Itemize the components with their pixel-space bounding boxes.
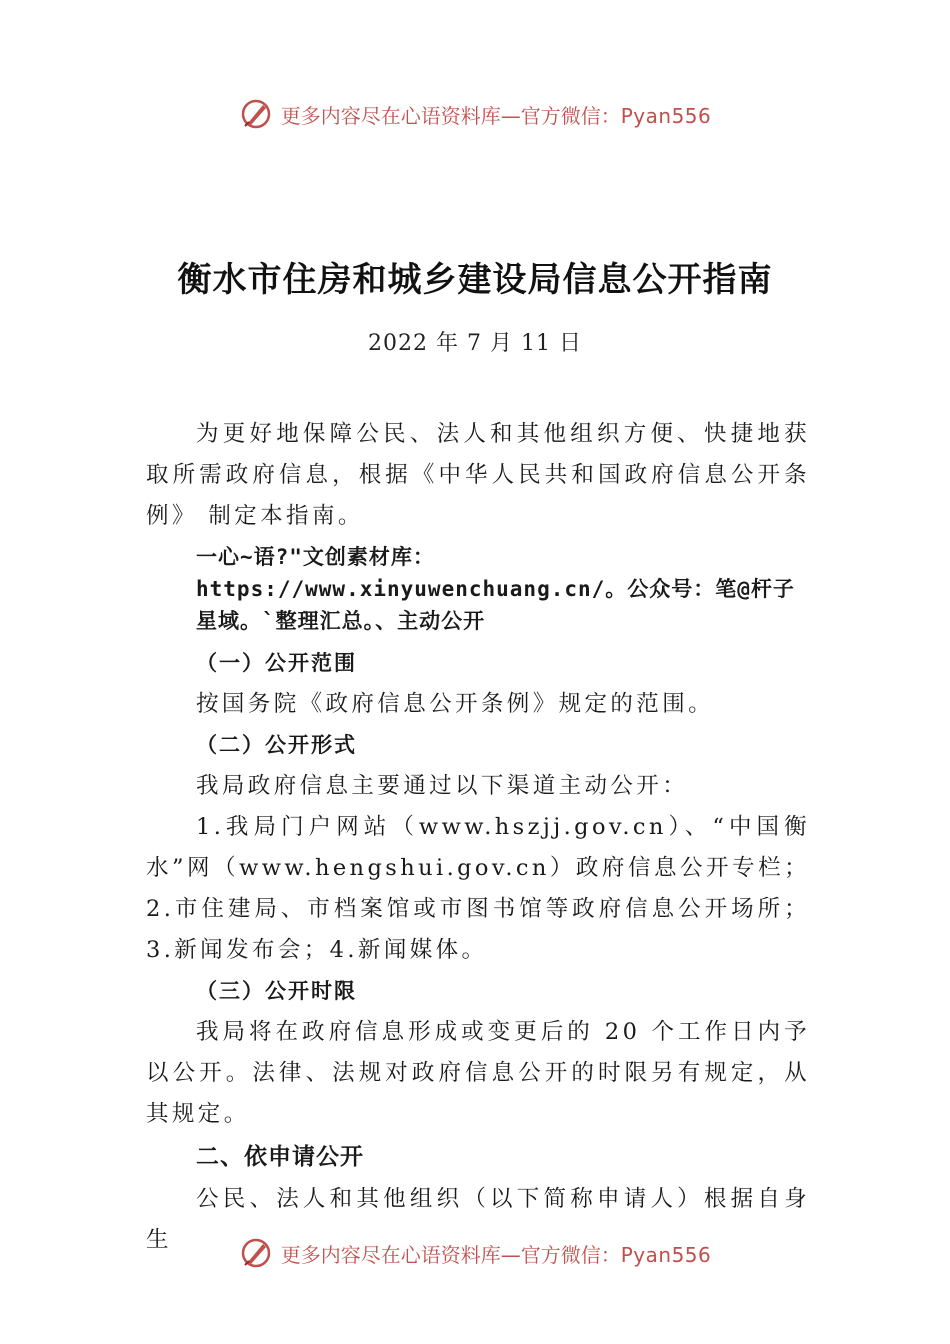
watermark-label: 更多内容尽在心语资料库—官方微信： <box>280 1242 621 1267</box>
intro-paragraph: 为更好地保障公民、法人和其他组织方便、快捷地获取所需政府信息，根据《中华人民共和国政府信息公开条例》 制定本指南。 <box>146 421 810 529</box>
scope-paragraph: 按国务院《政府信息公开条例》规定的范围。 <box>196 691 715 717</box>
subsection-heading-form: （二）公开形式 <box>196 733 357 757</box>
form-paragraph: 我局政府信息主要通过以下渠道主动公开： <box>196 773 689 799</box>
document-date: 2022 年 7 月 11 日 <box>368 331 582 356</box>
document-title: 衡水市住房和城乡建设局信息公开指南 <box>177 260 773 300</box>
quill-logo-icon <box>239 97 273 131</box>
application-paragraph: 公民、法人和其他组织（以下简称申请人）根据自身生 <box>146 1186 810 1253</box>
timeline-paragraph: 我局将在政府信息形成或变更后的 20 个工作日内予以公开。法律、法规对政府信息公开的时限另有规定，从其规定。 <box>146 1019 810 1127</box>
document-body <box>146 414 810 1261</box>
watermark-text <box>281 1239 712 1268</box>
subsection-heading-scope: （一）公开范围 <box>196 651 357 675</box>
watermark-header <box>0 94 950 134</box>
quill-logo-icon <box>239 1236 273 1270</box>
watermark-label: 更多内容尽在心语资料库—官方微信： <box>280 103 621 128</box>
section-heading-application: 二、依申请公开 <box>196 1144 364 1170</box>
watermark-footer <box>0 1233 950 1273</box>
inserted-note: 一心~语?"文创素材库：https://www.xinyuwenchuang.cn/。公众号：笔@杆子星域。`整理汇总。、主动公开 <box>196 545 795 633</box>
watermark-wechat-id: Pyan556 <box>620 1242 712 1267</box>
watermark-text <box>281 100 712 129</box>
channels-paragraph: 1.我局门户网站（www.hszjj.gov.cn）、“中国衡水”网（www.hengshui.gov.cn）政府信息公开专栏；2.市住建局、市档案馆或市图书馆等政府信息公开场所；3.新闻发布会；4.新闻媒体。 <box>146 814 810 963</box>
watermark-wechat-id: Pyan556 <box>620 103 712 128</box>
subsection-heading-timeline: （三）公开时限 <box>196 979 357 1003</box>
